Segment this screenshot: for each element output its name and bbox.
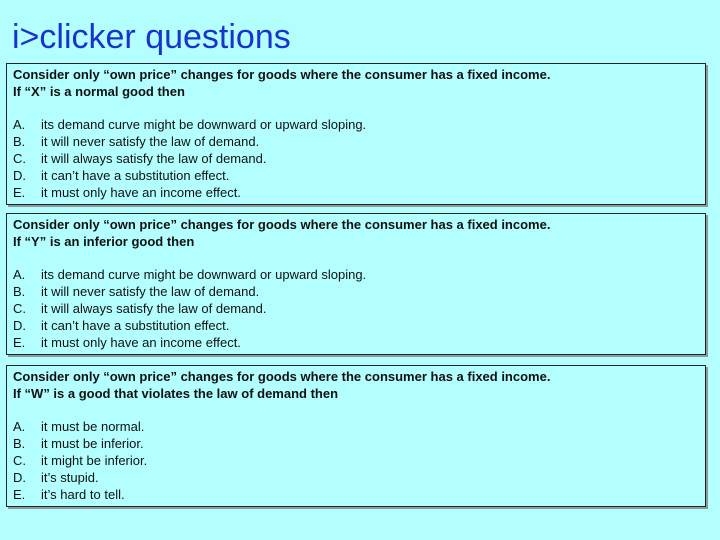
option-c <box>13 150 699 167</box>
option-text: it can’t have a substitution effect. <box>41 318 230 333</box>
question-stem-line1: Consider only “own price” changes for goods where the consumer has a fixed income. <box>13 217 551 232</box>
option-text: it will always satisfy the law of demand. <box>41 301 267 316</box>
option-text: it must only have an income effect. <box>41 185 241 200</box>
option-c <box>13 300 699 317</box>
option-letter: D. <box>13 318 26 333</box>
option-text: it must be inferior. <box>41 436 144 451</box>
option-text: it will never satisfy the law of demand. <box>41 284 260 299</box>
answer-options <box>13 266 699 351</box>
option-d <box>13 469 699 486</box>
option-letter: A. <box>13 419 26 434</box>
option-letter: D. <box>13 168 26 183</box>
question-stem-line2: If “X” is a normal good then <box>13 84 185 99</box>
option-text: it will never satisfy the law of demand. <box>41 134 260 149</box>
option-e <box>13 334 699 351</box>
option-letter: E. <box>13 335 26 350</box>
option-letter: E. <box>13 487 26 502</box>
question-box-1 <box>6 63 706 205</box>
option-b <box>13 133 699 150</box>
option-text: it will always satisfy the law of demand. <box>41 151 267 166</box>
option-text: it must only have an income effect. <box>41 335 241 350</box>
option-b <box>13 435 699 452</box>
option-a <box>13 116 699 133</box>
option-text: it’s hard to tell. <box>41 487 125 502</box>
option-letter: C. <box>13 151 26 166</box>
question-stem-line1: Consider only “own price” changes for goods where the consumer has a fixed income. <box>13 67 551 82</box>
option-e <box>13 184 699 201</box>
option-text: its demand curve might be downward or upward sloping. <box>41 267 367 282</box>
question-stem-line2: If “Y” is an inferior good then <box>13 234 195 249</box>
option-text: it’s stupid. <box>41 470 99 485</box>
option-letter: B. <box>13 436 26 451</box>
option-e <box>13 486 699 503</box>
option-letter: E. <box>13 185 26 200</box>
option-letter: A. <box>13 267 26 282</box>
option-letter: C. <box>13 301 26 316</box>
answer-options <box>13 116 699 201</box>
option-text: it can’t have a substitution effect. <box>41 168 230 183</box>
option-text: it must be normal. <box>41 419 145 434</box>
option-a <box>13 418 699 435</box>
option-letter: B. <box>13 284 26 299</box>
slide-title: i>clicker questions <box>12 18 291 56</box>
option-a <box>13 266 699 283</box>
option-letter: A. <box>13 117 26 132</box>
option-letter: B. <box>13 134 26 149</box>
option-letter: C. <box>13 453 26 468</box>
question-stem-line2: If “W” is a good that violates the law of demand then <box>13 386 339 401</box>
question-box-2 <box>6 213 706 355</box>
option-letter: D. <box>13 470 26 485</box>
answer-options <box>13 418 699 503</box>
question-stem-line1: Consider only “own price” changes for goods where the consumer has a fixed income. <box>13 369 551 384</box>
option-d <box>13 167 699 184</box>
option-b <box>13 283 699 300</box>
option-text: it might be inferior. <box>41 453 148 468</box>
question-box-3 <box>6 365 706 507</box>
option-c <box>13 452 699 469</box>
option-d <box>13 317 699 334</box>
option-text: its demand curve might be downward or upward sloping. <box>41 117 367 132</box>
